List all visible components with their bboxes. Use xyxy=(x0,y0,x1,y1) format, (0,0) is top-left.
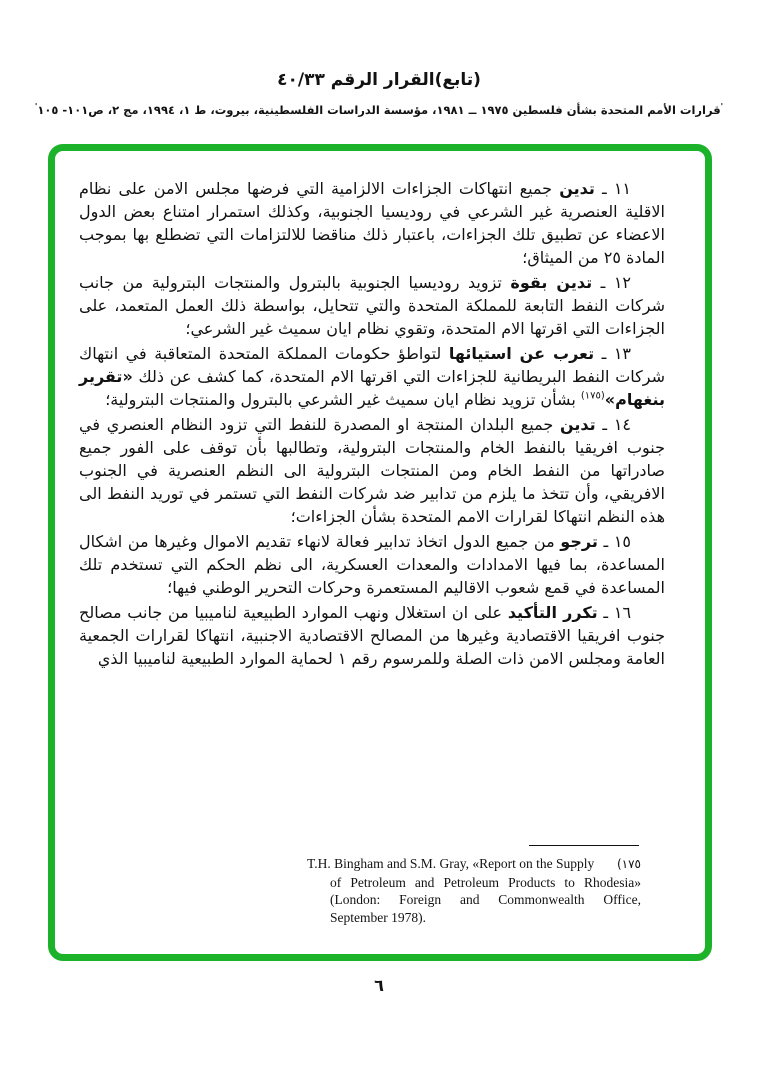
citation-close-mark: ' xyxy=(34,102,38,111)
footnote-reference: (١٧٥) xyxy=(580,390,605,402)
resolution-text-frame xyxy=(48,144,712,961)
document-header xyxy=(0,0,758,117)
resolution-paragraph xyxy=(79,601,665,670)
paragraph-lead: تكرر التأكيد xyxy=(507,603,598,622)
paragraph-text: جميع البلدان المنتجة او المصدرة للنفط التي تزود النظام العنصري في جنوب افريقيا بالنفط الخام والمنتجات البترولية، وتطالبها بأن توقف على الفور جميع صادراتها من النفط الخام ومن المنتجات البترولية الى النظم العنصرية في الجنوب الافريقي، وأن تتخذ ما يلزم من تدابير ضد شركات النفط التي تستمر في توريد النفط الى هذه النظم انتهاكا لقرارات الامم المتحدة بشأن الجزاءات؛ xyxy=(79,415,665,526)
resolution-paragraph xyxy=(79,530,665,599)
paragraph-lead: تدين xyxy=(559,415,596,434)
paragraph-text: جميع انتهاكات الجزاءات الالزامية التي فرضها مجلس الامن على نظام الاقلية العنصرية غير الشرعي في روديسيا الجنوبية، وكذلك استمرار امتناع بعض الدول الاعضاء عن تطبيق تلك الجزاءات، باعتبار ذلك مناقضا للالتزامات التي تضطلع بها بموجب المادة ٢٥ من الميثاق؛ xyxy=(79,179,665,267)
paragraph-lead: تدين xyxy=(559,179,595,198)
paragraph-text: بشأن تزويد نظام ايان سميث غير الشرعي بالبترول والمنتجات البترولية؛ xyxy=(105,390,581,409)
footnote-line xyxy=(307,855,641,874)
paragraph-text: لتواطؤ حكومات المملكة المتحدة المتعاقبة في انتهاك شركات النفط البريطانية للجزاءات التي اقرتها الام المتحدة، كما كشف عن ذلك xyxy=(79,344,665,386)
paragraph-number: ١٥ ـ xyxy=(597,532,631,551)
paragraph-lead: «تقرير بنغهام» xyxy=(79,367,665,409)
resolution-paragraph xyxy=(79,342,665,411)
paragraph-lead: ترجو xyxy=(560,532,598,551)
resolution-paragraph xyxy=(79,413,665,528)
paragraph-number: ١٦ ـ xyxy=(597,603,632,622)
citation-open-mark: ' xyxy=(720,102,724,111)
paragraph-number: ١٣ ـ xyxy=(594,344,632,363)
resolution-paragraph xyxy=(79,271,665,340)
footnote-text: T.H. Bingham and S.M. Gray, «Report on the Supply xyxy=(307,856,595,871)
paragraph-lead: تعرب عن استيائها xyxy=(448,344,595,363)
paragraph-lead: تدين بقوة xyxy=(510,273,593,292)
paragraph-number: ١٢ ـ xyxy=(592,273,631,292)
paragraph-text: على ان استغلال ونهب الموارد الطبيعية لناميبيا من جانب مصالح جنوب افريقيا الاقتصادية وغيرها من المصالح الاقتصادية الاجنبية، انتهاكا لقرارات الجمعية العامة ومجلس الامن ذات الصلة وللمرسوم رقم ١ لحماية الموارد الطبيعية لناميبيا الذي xyxy=(79,603,665,668)
footnote-line: September 1978). xyxy=(330,909,426,925)
paragraph-text: تزويد روديسيا الجنوبية بالبترول والمنتجات البترولية من جانب شركات النفط التابعة للمملكة المتحدة والتي تتحايل، بواسطة ذلك العمل المتعمد، على الجزاءات التي اقرتها الام المتحدة، وتقوي نظام ايان سميث غير الشرعي؛ xyxy=(79,273,665,338)
page-number: ٦ xyxy=(374,976,384,995)
footnote-line: of Petroleum and Petroleum Products to Rhodesia» xyxy=(330,874,641,890)
footnote-rule xyxy=(529,845,639,846)
source-citation xyxy=(0,102,758,117)
paragraph-number: ١٤ ـ xyxy=(595,415,631,434)
footnote-number: (١٧٥ xyxy=(616,857,641,871)
resolution-body xyxy=(79,177,665,670)
footnote-lines xyxy=(307,874,641,927)
paragraph-number: ١١ ـ xyxy=(594,179,631,198)
footnote xyxy=(307,845,641,926)
citation-text: قرارات الأمم المتحدة بشأن فلسطين ١٩٧٥ ــ ١٩٨١، مؤسسة الدراسات الفلسطينية، بيروت، ط ١، ١٩٩٤، مج ٢، ص١٠١- ١٠٥ xyxy=(37,102,721,117)
resolution-paragraph xyxy=(79,177,665,269)
paragraph-text: من جميع الدول اتخاذ تدابير فعالة لانهاء تقديم الاموال وغيرها من اشكال المساعدة، بما فيها الامدادات والمعدات العسكرية، الى نظم الحكم التي تستخدم تلك المساعدة في قمع شعوب الاقاليم المستعمرة وحركات التحرير الوطني فيها؛ xyxy=(79,532,665,597)
page-title: (تابع)القرار الرقم ٤٠/٣٣ xyxy=(277,70,481,90)
footnote-line: (London: Foreign and Commonwealth Office, xyxy=(330,892,641,907)
